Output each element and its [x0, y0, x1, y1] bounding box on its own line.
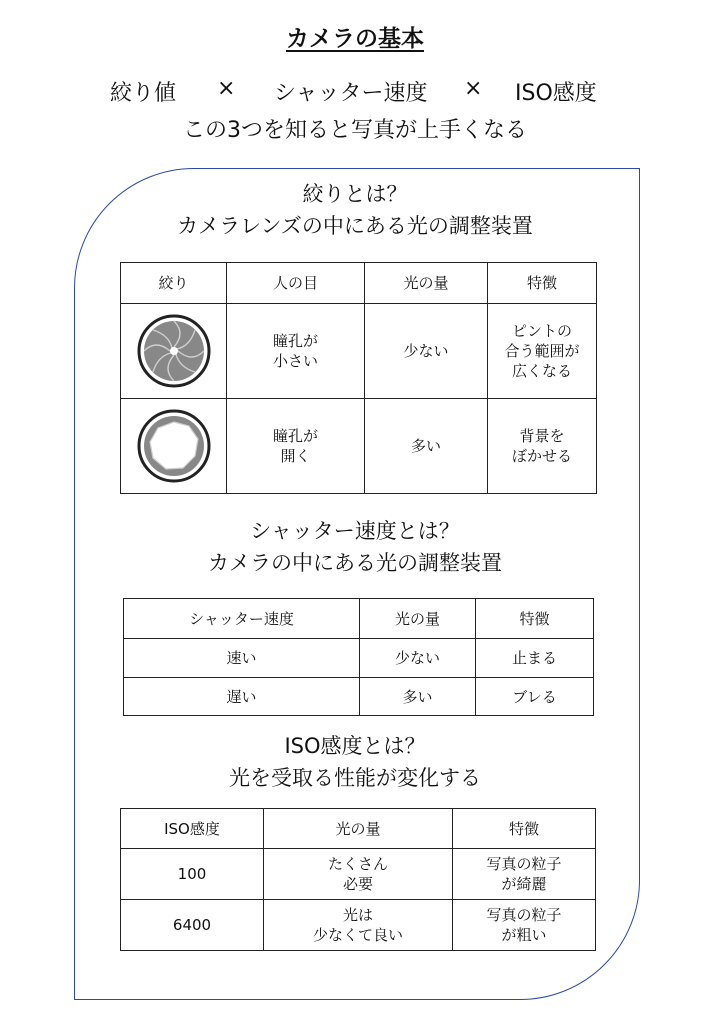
cell-line: たくさん	[327, 855, 388, 873]
header-cell: 特徴	[488, 263, 597, 304]
aperture-wide-icon	[136, 408, 212, 484]
cell-line: 写真の粒子	[486, 906, 562, 924]
shutter-heading-line-1: シャッター速度とは？	[250, 519, 460, 543]
iso-value-cell: 6400	[121, 900, 264, 951]
cell-line: が粗い	[501, 926, 547, 944]
cell-line: 写真の粒子	[486, 855, 562, 873]
subtitle: この3つを知ると写真が上手くなる	[183, 118, 527, 143]
light-cell	[264, 849, 453, 900]
cell-line: 瞳孔が	[272, 332, 318, 350]
header-cell: 特徴	[453, 809, 596, 849]
light-cell	[264, 900, 453, 951]
header-cell: シャッター速度	[124, 599, 360, 639]
aperture-heading-line-2: カメラレンズの中にある光の調整装置	[177, 214, 533, 238]
cell-line: 合う範囲が	[504, 342, 580, 360]
light-cell: 多い	[360, 678, 476, 716]
aperture-heading	[0, 178, 710, 242]
shutter-table	[123, 598, 594, 716]
header-cell: 光の量	[360, 599, 476, 639]
aperture-image-cell	[121, 304, 227, 399]
cell-line: ぼかせる	[511, 447, 572, 465]
header-cell: 特徴	[476, 599, 594, 639]
table-header-row	[121, 263, 597, 304]
cell-line: 瞳孔が	[272, 427, 318, 445]
light-cell: 多い	[365, 399, 488, 494]
light-cell: 少ない	[365, 304, 488, 399]
cell-line: 光は	[342, 906, 373, 924]
aperture-image-cell	[121, 399, 227, 494]
light-cell: 少ない	[360, 639, 476, 678]
aperture-narrow-icon	[136, 313, 212, 389]
cell-line: ピントの	[511, 322, 572, 340]
formula-iso: ISO感度	[515, 81, 597, 106]
feature-cell	[488, 304, 597, 399]
feature-cell: ブレる	[476, 678, 594, 716]
table-row	[121, 304, 597, 399]
formula-line	[0, 76, 710, 106]
cell-line: 必要	[342, 875, 373, 893]
header-cell: ISO感度	[121, 809, 264, 849]
cell-line: 背景を	[519, 427, 565, 445]
speed-cell: 速い	[124, 639, 360, 678]
eye-cell	[227, 304, 365, 399]
table-row	[121, 849, 596, 900]
aperture-heading-line-1: 絞りとは？	[302, 182, 408, 206]
formula-times-2: ×	[464, 76, 483, 101]
eye-cell	[227, 399, 365, 494]
header-cell: 人の目	[227, 263, 365, 304]
iso-table	[120, 808, 596, 951]
aperture-table	[120, 262, 597, 494]
formula-shutter: シャッター速度	[274, 81, 428, 106]
table-row	[124, 678, 594, 716]
formula-aperture: 絞り値	[110, 81, 177, 106]
iso-heading	[0, 730, 710, 794]
table-header-row	[121, 809, 596, 849]
cell-line: 広くなる	[511, 362, 572, 380]
table-header-row	[124, 599, 594, 639]
iso-heading-line-1: ISO感度とは？	[284, 734, 426, 758]
header-cell: 光の量	[365, 263, 488, 304]
cell-line: 小さい	[272, 352, 318, 370]
shutter-heading	[0, 515, 710, 579]
table-row	[124, 639, 594, 678]
iso-heading-line-2: 光を受取る性能が変化する	[229, 766, 481, 790]
cell-line: が綺麗	[501, 875, 547, 893]
table-row	[121, 399, 597, 494]
header-cell: 光の量	[264, 809, 453, 849]
feature-cell	[453, 849, 596, 900]
feature-cell	[488, 399, 597, 494]
iso-value-cell: 100	[121, 849, 264, 900]
feature-cell: 止まる	[476, 639, 594, 678]
cell-line: 開く	[280, 447, 311, 465]
header-cell: 絞り	[121, 263, 227, 304]
shutter-heading-line-2: カメラの中にある光の調整装置	[208, 551, 502, 575]
cell-line: 少なくて良い	[312, 926, 403, 944]
feature-cell	[453, 900, 596, 951]
speed-cell: 遅い	[124, 678, 360, 716]
formula-times-1: ×	[217, 76, 236, 101]
table-row	[121, 900, 596, 951]
page-title: カメラの基本	[286, 25, 424, 52]
